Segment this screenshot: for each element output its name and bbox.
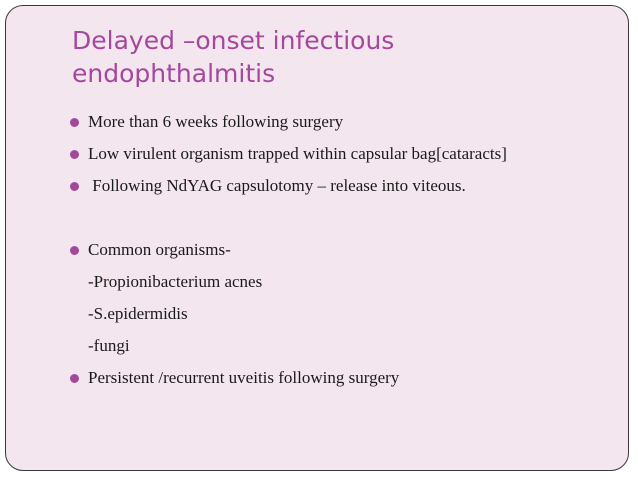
list-item-text: Common organisms-: [88, 240, 231, 259]
list-item-text: -Propionibacterium acnes: [88, 272, 263, 291]
list-item: [66, 234, 626, 266]
bullet-dot-icon: [70, 246, 79, 255]
list-item: [66, 170, 626, 202]
bullet-dot-icon: [70, 182, 79, 191]
sub-list-item: [66, 266, 626, 298]
list-item-text: -S.epidermidis: [88, 304, 188, 323]
list-item: [66, 362, 626, 394]
list-item-text: Low virulent organism trapped within capsular bag[cataracts]: [88, 144, 507, 163]
list-item: [66, 138, 626, 170]
bullet-dot-icon: [70, 150, 79, 159]
bullet-dot-icon: [70, 374, 79, 383]
list-item-text: More than 6 weeks following surgery: [88, 112, 344, 131]
slide: [5, 5, 629, 471]
sub-list-item: [66, 298, 626, 330]
list-item-text: Persistent /recurrent uveitis following surgery: [88, 368, 400, 387]
bullet-list: [66, 106, 626, 394]
list-item-text: -fungi: [88, 336, 130, 355]
bullet-dot-icon: [70, 118, 79, 127]
list-item: [66, 106, 626, 138]
sub-list-item: [66, 330, 626, 362]
slide-title: Delayed –onset infectious endophthalmitis: [72, 26, 395, 88]
list-item-text: Following NdYAG capsulotomy – release into viteous.: [88, 176, 466, 195]
